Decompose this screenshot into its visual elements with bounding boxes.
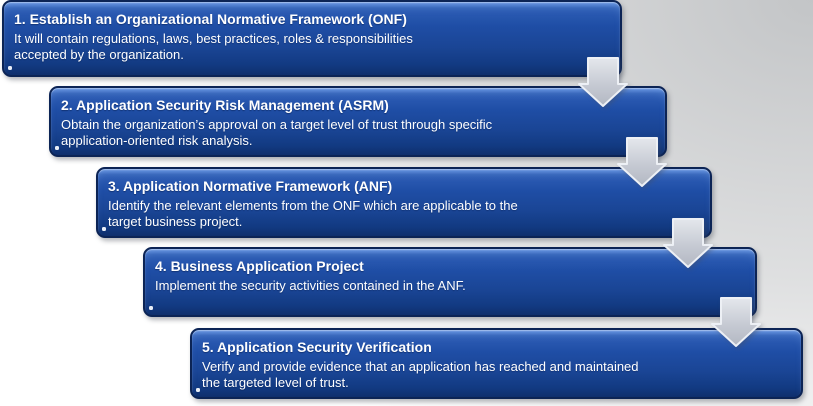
step-description bbox=[61, 117, 655, 149]
corner-handle-dot bbox=[55, 146, 59, 150]
step-description-line: accepted by the organization. bbox=[14, 47, 184, 62]
step-description-line: target business project. bbox=[108, 214, 243, 229]
step-title: 3. Application Normative Framework (ANF) bbox=[108, 178, 393, 194]
step-description-line: Obtain the organization’s approval on a target level of trust through specific bbox=[61, 117, 493, 132]
step-1-onf bbox=[2, 0, 622, 77]
down-arrow-icon bbox=[711, 297, 761, 347]
step-description bbox=[155, 278, 745, 294]
down-arrow-icon bbox=[663, 218, 713, 268]
corner-handle-dot bbox=[149, 306, 153, 310]
step-description bbox=[108, 198, 700, 230]
step-title: 2. Application Security Risk Management (ASRM) bbox=[61, 97, 389, 113]
step-description bbox=[202, 359, 791, 391]
step-description-line: Identify the relevant elements from the ONF which are applicable to the bbox=[108, 198, 518, 213]
step-description-line: It will contain regulations, laws, best practices, roles & responsibilities bbox=[14, 31, 413, 46]
step-description-line: application-oriented risk analysis. bbox=[61, 133, 253, 148]
down-arrow-icon bbox=[578, 57, 628, 107]
step-title: 4. Business Application Project bbox=[155, 258, 364, 274]
step-2-asrm bbox=[49, 86, 667, 157]
step-description-line: the targeted level of trust. bbox=[202, 375, 349, 390]
step-description-line: Verify and provide evidence that an application has reached and maintained bbox=[202, 359, 639, 374]
step-title: 1. Establish an Organizational Normative Framework (ONF) bbox=[14, 11, 407, 27]
corner-handle-dot bbox=[102, 227, 106, 231]
down-arrow-icon bbox=[617, 137, 667, 187]
corner-handle-dot bbox=[196, 388, 200, 392]
step-description-line: Implement the security activities contained in the ANF. bbox=[155, 278, 466, 293]
step-description bbox=[14, 31, 610, 63]
step-title: 5. Application Security Verification bbox=[202, 339, 432, 355]
corner-handle-dot bbox=[8, 66, 12, 70]
